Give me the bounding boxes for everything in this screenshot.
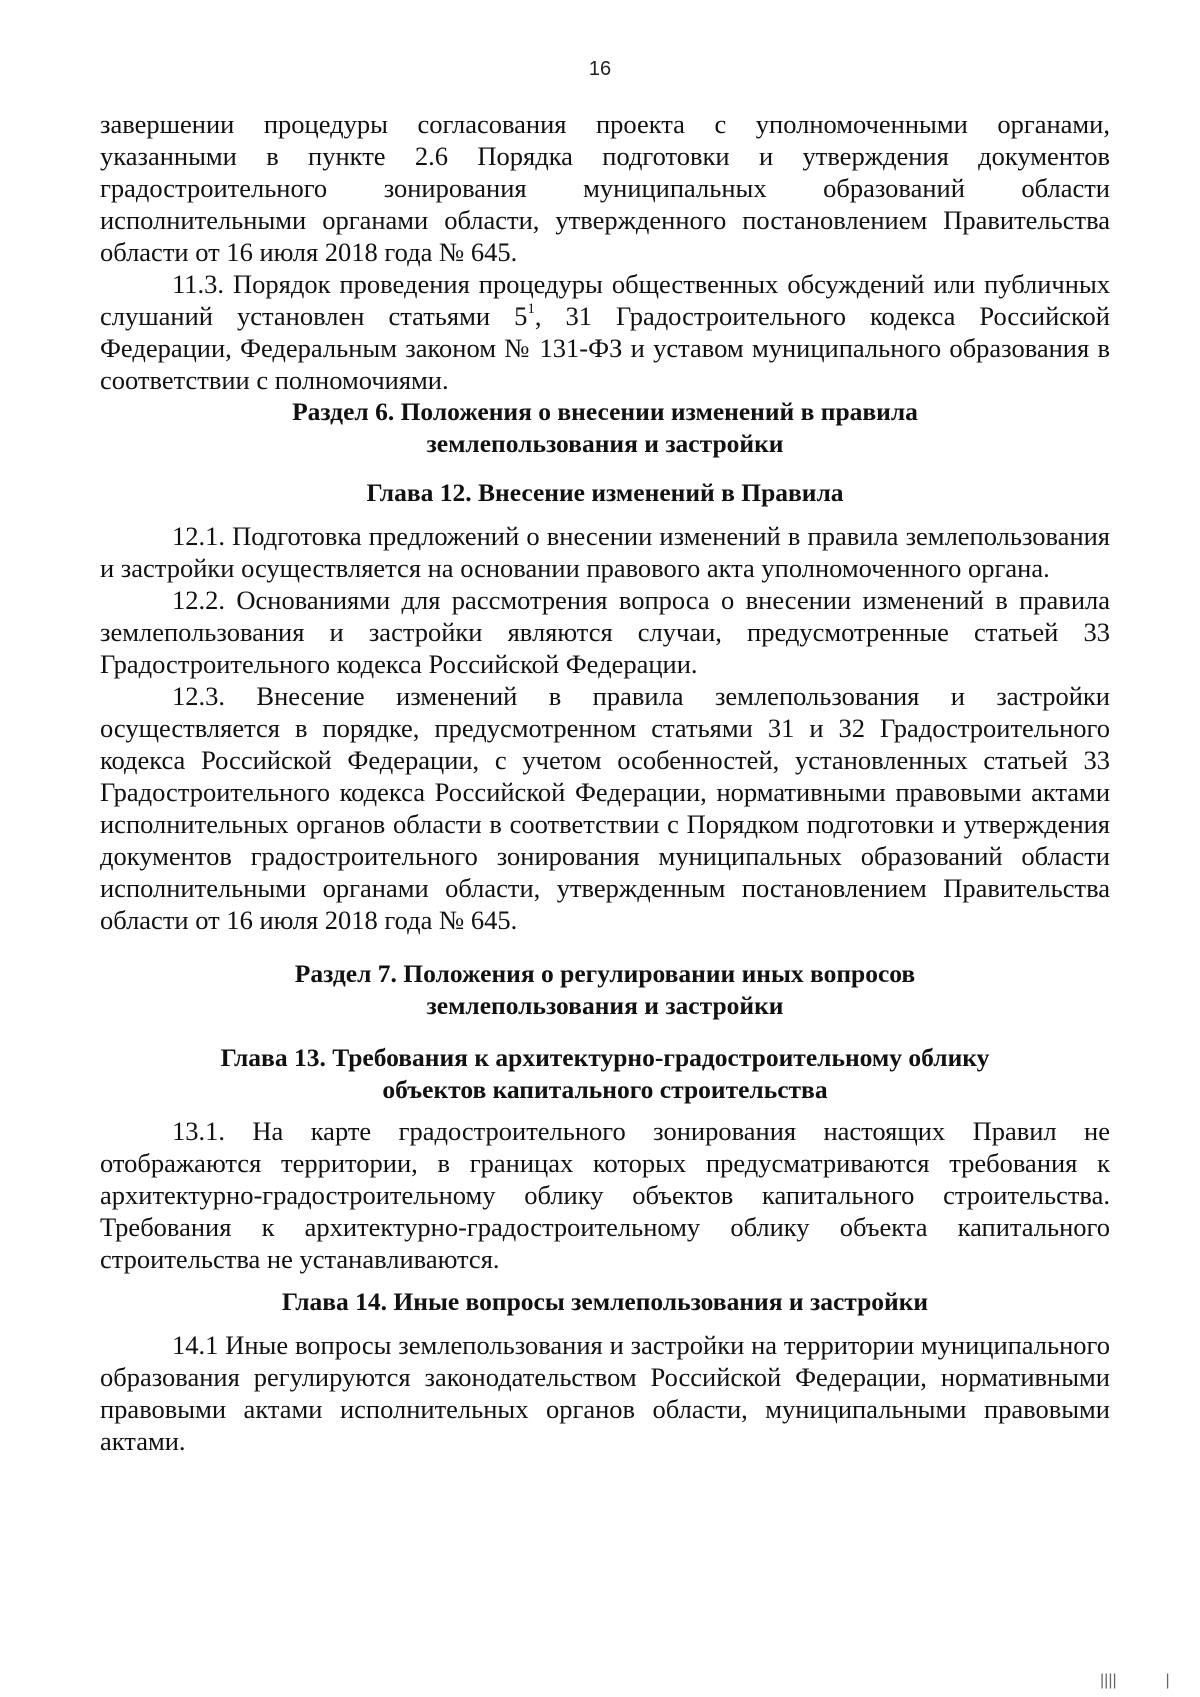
chapter-14-body — [100, 1329, 1110, 1457]
section-6-heading — [100, 396, 1110, 460]
chapter-13-heading — [100, 1042, 1110, 1106]
paragraph-11-3-text-rest: , 31 Градостроительного кодекса Российской Федерации, Федеральным законом № 131-ФЗ и уставом муниципального образования в соответствии с полномочиями. — [100, 301, 1110, 395]
scan-artifact: |||| | — [1100, 1672, 1170, 1689]
chapter-12-body — [100, 520, 1110, 936]
paragraph-11-3-text: 11.3. Порядок проведения процедуры общественных обсуждений или публичных слушаний установлен статьями 5 — [100, 269, 1110, 331]
section-6-title-line2: землепользования и застройки — [426, 429, 784, 458]
paragraph-11-3 — [100, 268, 1110, 396]
page-number: 16 — [588, 58, 612, 80]
paragraph-12-2: 12.2. Основаниями для рассмотрения вопроса о внесении изменений в правила землепользования и застройки являются случаи, предусмотренные статьей 33 Градостроительного кодекса Российской Федерации. — [100, 585, 1110, 679]
paragraph-12-3: 12.3. Внесение изменений в правила землепользования и застройки осуществляется в порядке, предусмотренном статьями 31 и 32 Градостроительного кодекса Российской Федерации, с учетом особенностей, установленных статьей 33 Градостроительного кодекса Российской Федерации, нормативными правовыми актами исполнительных органов области в соответствии с Порядком подготовки и утверждения документов градостроительного зонирования муниципальных образований области исполнительными органами области, утвержденным постановлением Правительства области от 16 июля 2018 года № 645. — [100, 681, 1110, 935]
section-6-title-line1: Раздел 6. Положения о внесении изменений в правила — [292, 397, 918, 426]
superscript: 1 — [527, 301, 535, 318]
paragraph-continuation-block — [100, 108, 1110, 396]
chapter-13-title-line1: Глава 13. Требования к архитектурно-градостроительному облику — [220, 1043, 990, 1072]
paragraph-12-1: 12.1. Подготовка предложений о внесении изменений в правила землепользования и застройки осуществляется на основании правового акта уполномоченного органа. — [100, 521, 1110, 583]
chapter-12-heading — [100, 477, 1110, 509]
paragraph-14-1: 14.1 Иные вопросы землепользования и застройки на территории муниципального образования регулируются законодательством Российской Федерации, нормативными правовыми актами исполнительных органов области, муниципальными правовыми актами. — [100, 1330, 1110, 1456]
chapter-12-title: Глава 12. Внесение изменений в Правила — [366, 478, 844, 507]
section-7-title-line2: землепользования и застройки — [426, 991, 784, 1020]
paragraph-continuation: завершении процедуры согласования проекта с уполномоченными органами, указанными в пункте 2.6 Порядка подготовки и утверждения документов градостроительного зонирования муниципальных образований области исполнительными органами области, утвержденного постановлением Правительства области от 16 июля 2018 года № 645. — [100, 109, 1110, 267]
paragraph-13-1: 13.1. На карте градостроительного зонирования настоящих Правил не отображаются территории, в границах которых предусматриваются требования к архитектурно-градостроительному облику объектов капитального строительства. Требования к архитектурно-градостроительному облику объекта капитального строительства не устанавливаются. — [100, 1116, 1110, 1274]
chapter-14-title: Глава 14. Иные вопросы землепользования и застройки — [281, 1287, 929, 1316]
chapter-14-heading — [100, 1286, 1110, 1318]
chapter-13-body — [100, 1115, 1110, 1275]
section-7-heading — [100, 958, 1110, 1022]
section-7-title-line1: Раздел 7. Положения о регулировании иных вопросов — [294, 959, 916, 988]
chapter-13-title-line2: объектов капитального строительства — [382, 1075, 828, 1104]
